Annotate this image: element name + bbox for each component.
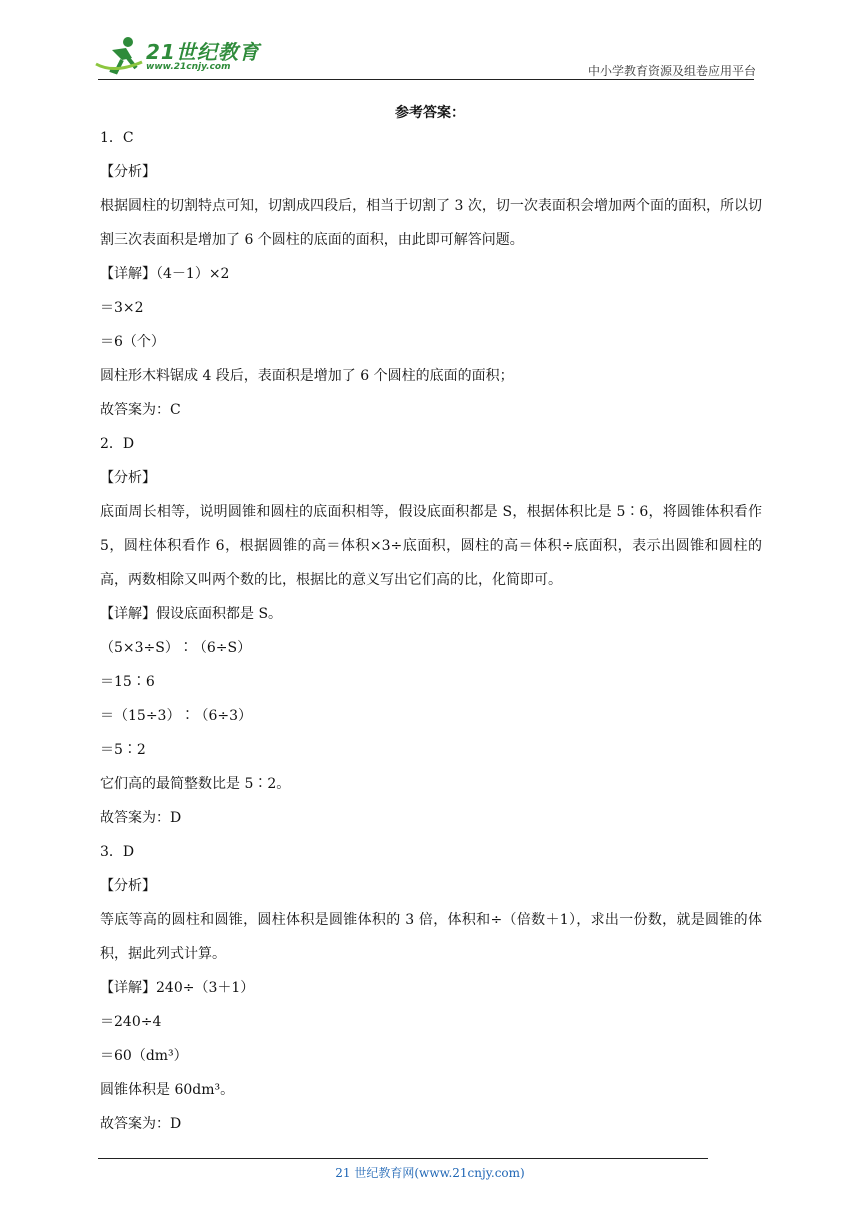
analysis-paragraph: 根据圆柱的切割特点可知，切割成四段后，相当于切割了 3 次，切一次表面积会增加两个面的面积，所以切割三次表面积是增加了 6 个圆柱的底面的面积，由此即可解答问题。 [100, 198, 762, 248]
answer-line: 故答案为：D [100, 810, 182, 826]
solution-line: 圆柱形木料锯成 4 段后，表面积是增加了 6 个圆柱的底面的面积； [100, 368, 514, 384]
section-label: 【分析】 [100, 470, 156, 486]
solution-line: （5×3÷S）∶（6÷S） [100, 640, 252, 656]
solution-line: 【详解】假设底面积都是 S。 [100, 606, 283, 622]
logo [94, 34, 264, 78]
solution-line: ＝15∶6 [100, 674, 155, 690]
solution-line: ＝240÷4 [100, 1014, 162, 1030]
section-label: 【分析】 [100, 164, 156, 180]
runner-logo-icon [94, 34, 144, 78]
question-number: 1．C [100, 130, 134, 146]
solution-line: ＝6（个） [100, 334, 165, 350]
solution-line: ＝5∶2 [100, 742, 146, 758]
answer-line: 故答案为：D [100, 1116, 182, 1132]
question-number: 3．D [100, 844, 135, 860]
solution-line: 它们高的最简整数比是 5∶2。 [100, 776, 291, 792]
analysis-paragraph: 等底等高的圆柱和圆锥，圆柱体积是圆锥体积的 3 倍，体积和÷（倍数＋1），求出一份数，就是圆锥的体积，据此列式计算。 [100, 912, 762, 962]
platform-label: 中小学教育资源及组卷应用平台 [587, 64, 756, 78]
page-title: 参考答案： [395, 105, 465, 121]
solution-line: ＝（15÷3）∶（6÷3） [100, 708, 252, 724]
answer-content [100, 128, 762, 1148]
header-divider [98, 79, 754, 80]
solution-line: ＝3×2 [100, 300, 144, 316]
footer-link[interactable]: 21 世纪教育网(www.21cnjy.com) [335, 1166, 525, 1180]
analysis-paragraph: 底面周长相等，说明圆锥和圆柱的底面积相等，假设底面积都是 S，根据体积比是 5∶6，将圆锥体积看作 5，圆柱体积看作 6，根据圆锥的高＝体积×3÷底面积，圆柱的高＝体积÷底面积，表示出圆锥和圆柱的高，两数相除又叫两个数的比，根据比的意义写出它们高的比，化简即可。 [100, 504, 762, 588]
question-number: 2．D [100, 436, 135, 452]
solution-line: 【详解】（4－1）×2 [100, 266, 230, 282]
answer-line: 故答案为：C [100, 402, 181, 418]
footer-divider [98, 1158, 708, 1159]
solution-line: ＝60（dm³） [100, 1048, 188, 1064]
solution-line: 圆锥体积是 60dm³。 [100, 1082, 235, 1098]
section-label: 【分析】 [100, 878, 156, 894]
logo-url: www.21cnjy.com [146, 62, 231, 72]
solution-line: 【详解】240÷（3＋1） [100, 980, 255, 996]
page-header [0, 0, 860, 90]
logo-text: 21世纪教育 [146, 40, 260, 64]
